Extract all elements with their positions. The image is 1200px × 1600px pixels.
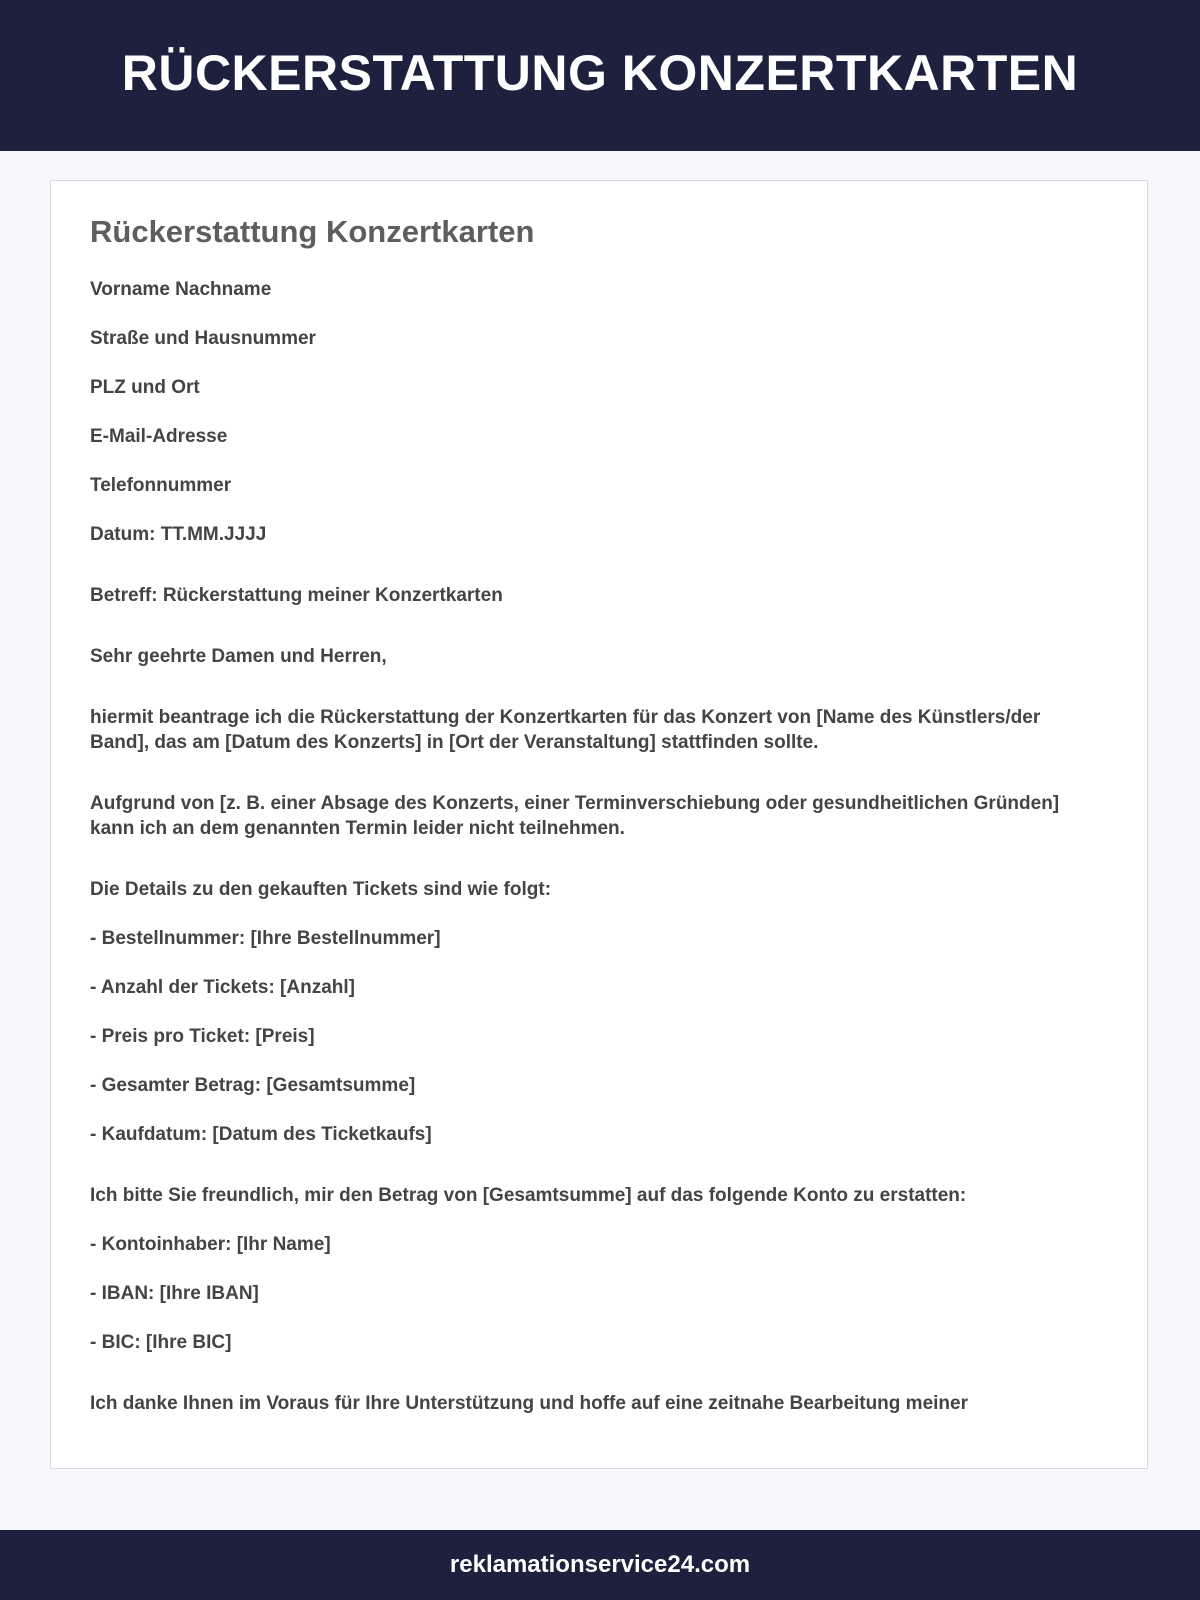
account-bic: - BIC: [Ihre BIC] [90,1332,232,1353]
footer-banner [0,1530,1200,1600]
letter-title: Rückerstattung Konzertkarten [90,214,535,249]
ticket-purchase-date: - Kaufdatum: [Datum des Ticketkaufs] [90,1124,432,1145]
sender-phone: Telefonnummer [90,475,232,496]
ticket-order-number: - Bestellnummer: [Ihre Bestellnummer] [90,928,441,949]
refund-request: Ich bitte Sie freundlich, mir den Betrag von [Gesamtsumme] auf das folgende Konto zu erstatten: [90,1185,967,1206]
closing-text: Ich danke Ihnen im Voraus für Ihre Unterstützung und hoffe auf eine zeitnahe Bearbeitung meiner [90,1393,968,1414]
letter-date: Datum: TT.MM.JJJJ [90,524,267,545]
banner-title: RÜCKERSTATTUNG KONZERTKARTEN [121,44,1079,101]
sender-city: PLZ und Ort [90,377,200,398]
ticket-total: - Gesamter Betrag: [Gesamtsumme] [90,1075,416,1096]
paragraph-request: hiermit beantrage ich die Rückerstattung der Konzertkarten für das Konzert von [Name des Künstlers/der Band], das am [Datum des Konzerts] in [Ort der Veranstaltung] stattfinden sollte. [90,707,1041,753]
ticket-count: - Anzahl der Tickets: [Anzahl] [90,977,355,998]
footer-site-name: reklamationservice24.com [449,1551,751,1578]
header-banner [0,0,1200,151]
account-iban: - IBAN: [Ihre IBAN] [90,1283,259,1304]
letter-salutation: Sehr geehrte Damen und Herren, [90,646,387,667]
ticket-price: - Preis pro Ticket: [Preis] [90,1026,315,1047]
ticket-details-intro: Die Details zu den gekauften Tickets sind wie folgt: [90,879,552,900]
letter-card [50,180,1148,1469]
sender-email: E-Mail-Adresse [90,426,228,447]
paragraph-reason: Aufgrund von [z. B. einer Absage des Konzerts, einer Terminverschiebung oder gesundheitlichen Gründen] kann ich an dem genannten Termin leider nicht teilnehmen. [90,793,1060,839]
sender-name: Vorname Nachname [90,279,272,300]
account-holder: - Kontoinhaber: [Ihr Name] [90,1234,331,1255]
sender-street: Straße und Hausnummer [90,328,316,349]
letter-subject: Betreff: Rückerstattung meiner Konzertkarten [90,585,503,606]
